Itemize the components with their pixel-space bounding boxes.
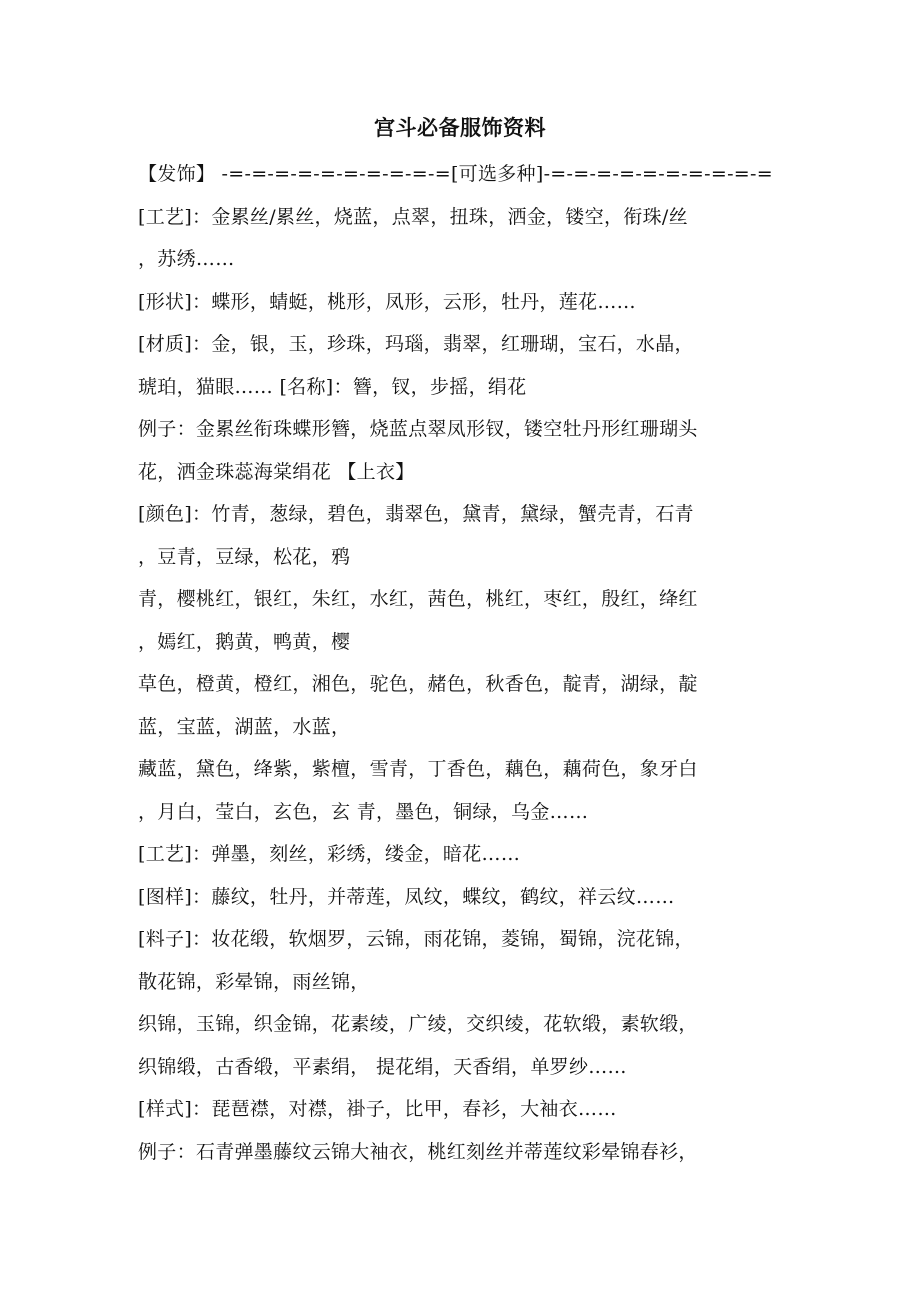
document-title: 宫斗必备服饰资料 bbox=[374, 115, 546, 140]
text-line: [颜色]：竹青，葱绿，碧色，翡翠色，黛青，黛绿，蟹壳青，石青 bbox=[138, 503, 694, 525]
text-line: ，苏绣…… bbox=[138, 248, 235, 270]
text-line: 例子：金累丝衔珠蝶形簪，烧蓝点翠凤形钗，镂空牡丹形红珊瑚头 bbox=[138, 418, 698, 440]
text-line: [形状]：蝶形，蜻蜓，桃形，凤形，云形，牡丹，莲花…… bbox=[138, 290, 636, 313]
text-line: [材质]：金，银，玉，珍珠，玛瑙，翡翠，红珊瑚，宝石，水晶， bbox=[138, 333, 694, 355]
text-line: 织锦缎，古香缎，平素绢， 提花绢，天香绢，单罗纱…… bbox=[138, 1055, 627, 1078]
text-line: 【发饰】 -=-=-=-=-=-=-=-=-=-=[可选多种]-=-=-=-=-=-=-=-=-=-= bbox=[138, 163, 773, 185]
text-line: [样式]：琵琶襟，对襟，褂子，比甲，春衫，大袖衣…… bbox=[138, 1098, 617, 1120]
text-line: [工艺]：金累丝/累丝，烧蓝，点翠，扭珠，洒金，镂空，衔珠/丝 bbox=[138, 205, 688, 228]
text-line: 花，洒金珠蕊海棠绢花 【上衣】 bbox=[138, 460, 415, 483]
text-line: ，嫣红，鹅黄，鸭黄，樱 bbox=[138, 630, 351, 653]
text-line: 青，樱桃红，银红，朱红，水红，茜色，桃红，枣红，殷红，绛红 bbox=[138, 588, 698, 610]
text-line: ，月白，莹白，玄色，玄 青，墨色，铜绿，乌金…… bbox=[138, 800, 589, 823]
text-line: 散花锦，彩晕锦，雨丝锦， bbox=[138, 970, 370, 993]
text-line: ，豆青，豆绿，松花，鸦 bbox=[138, 545, 351, 568]
text-line: 例子：石青弹墨藤纹云锦大袖衣，桃红刻丝并蒂莲纹彩晕锦春衫， bbox=[138, 1140, 698, 1163]
text-line: [料子]：妆花缎，软烟罗，云锦，雨花锦，菱锦，蜀锦，浣花锦， bbox=[138, 928, 694, 950]
text-line: 琥珀，猫眼…… [名称]：簪，钗，步摇，绢花 bbox=[138, 375, 527, 398]
document-body bbox=[138, 153, 778, 1173]
text-line: 蓝，宝蓝，湖蓝，水蓝， bbox=[138, 715, 351, 738]
text-line: 藏蓝，黛色，绛紫，紫檀，雪青，丁香色，藕色，藕荷色，象牙白 bbox=[138, 758, 698, 780]
text-line: 织锦，玉锦，织金锦，花素绫，广绫，交织绫，花软缎，素软缎， bbox=[138, 1013, 698, 1035]
text-line: 草色，橙黄，橙红，湘色，驼色，赭色，秋香色，靛青，湖绿，靛 bbox=[138, 673, 698, 695]
text-line: [图样]：藤纹，牡丹，并蒂莲，凤纹，蝶纹，鹤纹，祥云纹…… bbox=[138, 885, 675, 908]
text-line: [工艺]：弹墨，刻丝，彩绣，缕金，暗花…… bbox=[138, 843, 521, 865]
